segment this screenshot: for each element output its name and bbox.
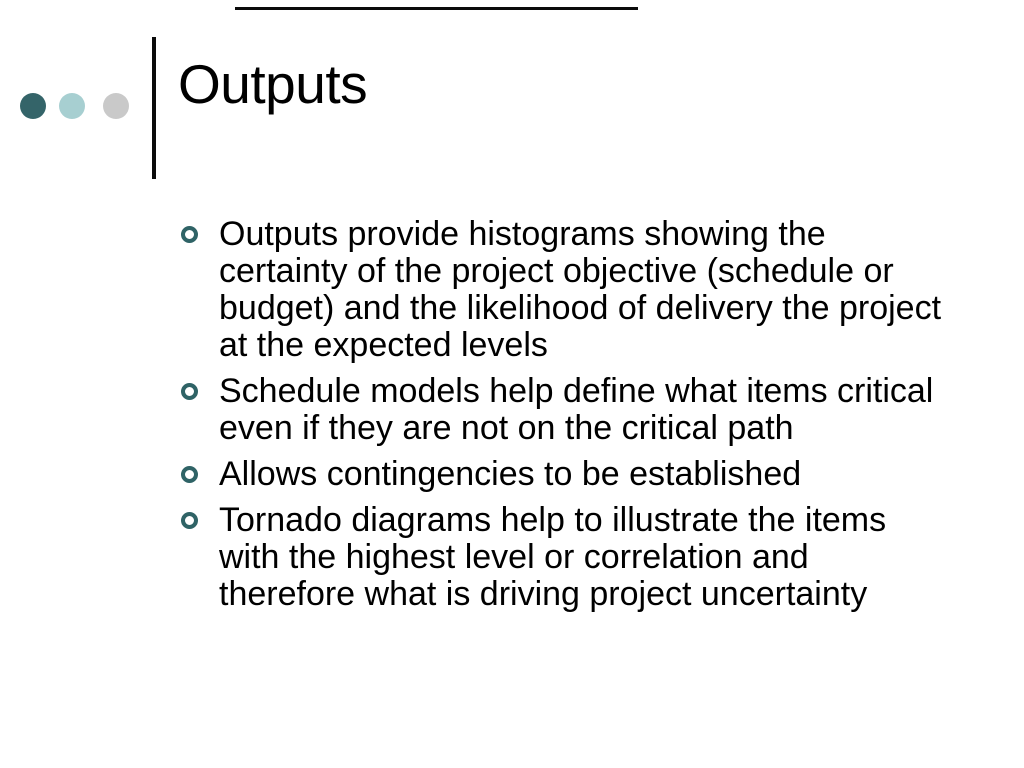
bullet-text	[219, 373, 933, 447]
title-vertical-rule	[152, 37, 156, 179]
bullet-ring-icon	[181, 226, 198, 243]
bullet-text-line: certainty of the project objective (schedule or	[219, 252, 894, 290]
bullet-text-line: Schedule models help define what items critical	[219, 372, 934, 410]
bullet-text-line: with the highest level or correlation and	[219, 538, 809, 576]
bullet-ring-icon	[181, 466, 198, 483]
bullet-item	[181, 373, 981, 447]
bullet-text	[219, 456, 801, 493]
bullet-item	[181, 456, 981, 493]
bullet-text-line: therefore what is driving project uncertainty	[219, 575, 868, 613]
decorative-dot-light-teal	[59, 93, 85, 119]
bullet-text-line: Outputs provide histograms showing the	[219, 215, 826, 253]
bullet-text	[219, 502, 886, 613]
decorative-dot-gray	[103, 93, 129, 119]
slide-title: Outputs	[178, 53, 368, 115]
bullet-item	[181, 502, 981, 613]
bullet-text-line: Tornado diagrams help to illustrate the items	[219, 501, 887, 539]
top-rule	[235, 7, 638, 10]
bullet-text-line: at the expected levels	[219, 326, 548, 364]
decorative-dot-dark-teal	[20, 93, 46, 119]
bullet-item	[181, 216, 981, 364]
bullet-ring-icon	[181, 512, 198, 529]
bullet-list	[181, 216, 981, 622]
bullet-text-line: budget) and the likelihood of delivery the project	[219, 289, 942, 327]
bullet-text-line: even if they are not on the critical path	[219, 409, 794, 447]
bullet-text-line: Allows contingencies to be established	[219, 455, 802, 493]
bullet-ring-icon	[181, 383, 198, 400]
bullet-text	[219, 216, 941, 364]
